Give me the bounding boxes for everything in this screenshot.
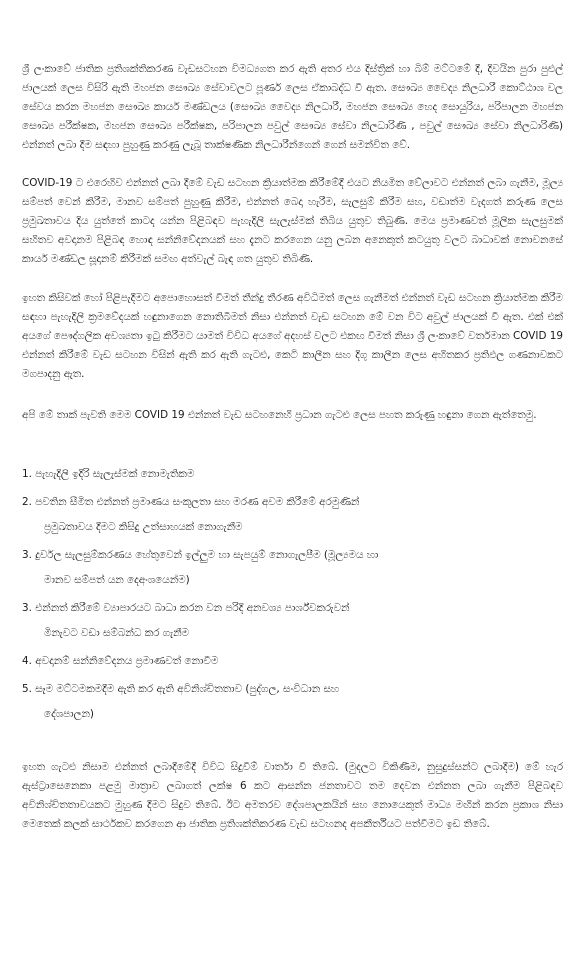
list-item-continuation: දේශපාලන) (44, 708, 94, 720)
list-item-text: 1. පැහැදිලි ඉදිරි සැලැස්මක් නොමැතිකම (22, 468, 195, 480)
list-item-continuation: ප්‍රමුඛතාවය දීමට කිසිදු උත්සාහයක් නොගැනීම (44, 521, 243, 533)
paragraph-closing: ඉහත ගැටළු නිසාම එන්නත් ලබාදීමේදී විවිධ සිදුවීම් වාර්තා වී තිබේ. (මුදලට විකිණීම, නුසුදුස්සන්ට ලබාදීම) මේ හැර ඇස්ට්‍රාසෙනෙකා පළමු මාත්‍රාව ලබාගත් ලක්ෂ 6 කට ආසන්න ජනතාවට තම දෙවන එන්නත ලබා ගැනීම පිළිබඳව අවිනිශ්චිතතාවයකට මුහුණ දීමට සිදුව තිබේ. ඊට අමතරව දේශපාලකයින් සහ නොයෙකුත් මාධ්‍ය මඟින් කරන ප්‍රකාශ නිසා මෙතෙක් කලක් සාර්ථකව කරගෙන ආ ජාතික ප්‍රතිශක්තිකරණ වැඩ සටහනද අපකීර්තියට පත්වීමට ඉඩ තිබේ. (22, 761, 563, 830)
paragraph-list-intro: අපි මේ තාක් පැවති මෙම COVID 19 එන්නත් වැඩ සටහනෙහි ප්‍රධාන ගැටළු ලෙස පහත කරුණු හඳුනා ගෙන ඇත්තෙමු. (22, 409, 537, 421)
list-item-text: 3. දුර්වල සැලසුම්කරණය හේතුවෙන් ඉල්ලුම හා සැපයුම් නොගැලපීම (මූල්‍යමය හා (22, 549, 379, 561)
problem-list (22, 465, 563, 724)
list-item (22, 493, 563, 537)
list-item-text: 3. එන්නත් කිරීමේ ව්‍යාපාරයට බාධා කරන වන පරිදි අනවශ්‍ය පාර්ශ්වකරුවන් (22, 602, 350, 614)
list-item (22, 546, 563, 590)
list-item-continuation: මානව සම්පත් යන දෙඅංශයෙන්ම) (44, 574, 190, 586)
list-item-text: 5. සෑම මට්ටමකමදීම ඇති කර ඇති අවිනිශ්චිතතාව (පුද්ගල, සංවිධාන සහ (22, 683, 340, 695)
list-item (22, 680, 563, 724)
paragraph-covid-program: COVID-19 ට එරෙහිව එන්නත් ලබා දීමේ වැඩ සටහන ක්‍රියාත්මක කිරීමේදී එයට නියමිත වේලාවට එන්නත් ලබා ගැනීම, මූල්‍ය සම්පත් වෙන් කිරීම, මානව සම්පත් පුහුණු කිරීම, එන්නත් බෙදා හැරීම, සැලසුම් කිරීම සහ, වඩාත්ම වැදගත් කරුණ ලෙස ප්‍රමුඛතාවය දිය යුත්තේ කාටද යන්න පිළිබඳව පැහැදිලි සැලැස්මක් තිබිය යුතුව තිබුණි. මෙය ප්‍රමාණවත් මූලික සැලසුමක් සහිතව අවදානම පිළිබඳ හොඳ සන්නිවේදනයක් සහ දැනට කරගෙන යනු ලබන අනෙකුත් කටයුතු වලට බාධාවක් නොවනසේ කාර්ය මණ්ඩල සූදානම් කිරීමක් සමඟ අත්වැල් බැඳ ගත යුතුව තිබිණි. (22, 177, 563, 265)
paragraph-intro: ශ්‍රී ලංකාවේ ජාතික ප්‍රතිශක්තිකරණ වැඩසටහන විමධ්‍යගත කර ඇති අතර එය දිස්ත්‍රික් හා බිම් මට්ටමේ දී, දිවයින පුරා පුළුල් ජාලයක් ලෙස විසිරි ඇති මහජන සෞඛ්‍ය සේවාවලට පූර්ණ ලෙස ඒකාබද්ධ වී ඇත. සෞඛ්‍ය වෛද්‍ය නිලධාරී කොට්ඨාශ වල සේවය කරන මහජන සෞඛ්‍ය කාර්ය මණ්ඩලය (සෞඛ්‍ය වෛද්‍ය නිලධාරී, මහජන සෞඛ්‍ය හෙද සොයුරිය, පරිපාලන මහජන සෞඛ්‍ය පරීක්ෂක, මහජන සෞඛ්‍ය පරීක්ෂක, පරිපාලන පවුල් සෞඛ්‍ය සේවා නිලධාරිණි , පවුල් සෞඛ්‍ය සේවා නිලධාරිණි) එන්නත් ලබා දීම සඳහා පුහුණු කරණු ලැබූ තාක්ෂණික නිලධාරීන්ගෙන් ගෙන් සමන්විත වේ. (22, 63, 563, 151)
list-item (22, 652, 563, 671)
list-item-text: 2. පවතින සීමිත එන්නත් ප්‍රමාණය සංකූලතා සහ මරණ අවම කිරීමේ අරමුණින් (22, 496, 360, 508)
list-item-continuation: මිනැවට වඩා සම්බන්ධ කර ගැනීම (44, 627, 190, 639)
list-item (22, 599, 563, 643)
list-item-text: 4. අවදානම් සන්නිවේදනය ප්‍රමාණවත් නොවීම (22, 655, 219, 667)
paragraph-issues: ඉහත කිසිවක් හෝ පිළිපැදීමට අපොහොසත් වීමත් තීන්දු තීරණ අවිධිමත් ලෙස ගැනීමත් එන්නත් වැඩ සටහන ක්‍රියාත්මක කිරීම සඳහා පැහැදිලි ක්‍රමවේදයක් හඳුනාගෙන නොතිබීමත් නිසා එන්නත් වැඩ සටහන මේ වන විට අවුල් ජාලයක් වී ඇත. එක් එක් අයගේ පෞද්ගලික අවශ්‍යතා ඉටු කිරීමට යාමත් විවිධ අයගේ අදහස් වලට එකඟ වීමත් නිසා ශ්‍රී ලංකාවේ වර්තමාන COVID 19 එන්නත් කිරීමේ වැඩ සටහන විසින් ඇති කර ඇති ගැටළු, කෙටි කාලීන සහ දිගු කාලීන ලෙස අහිතකර ප්‍රතිඵල ගණනාවකට මගපාදනු ඇත. (22, 292, 563, 380)
list-item (22, 465, 563, 484)
